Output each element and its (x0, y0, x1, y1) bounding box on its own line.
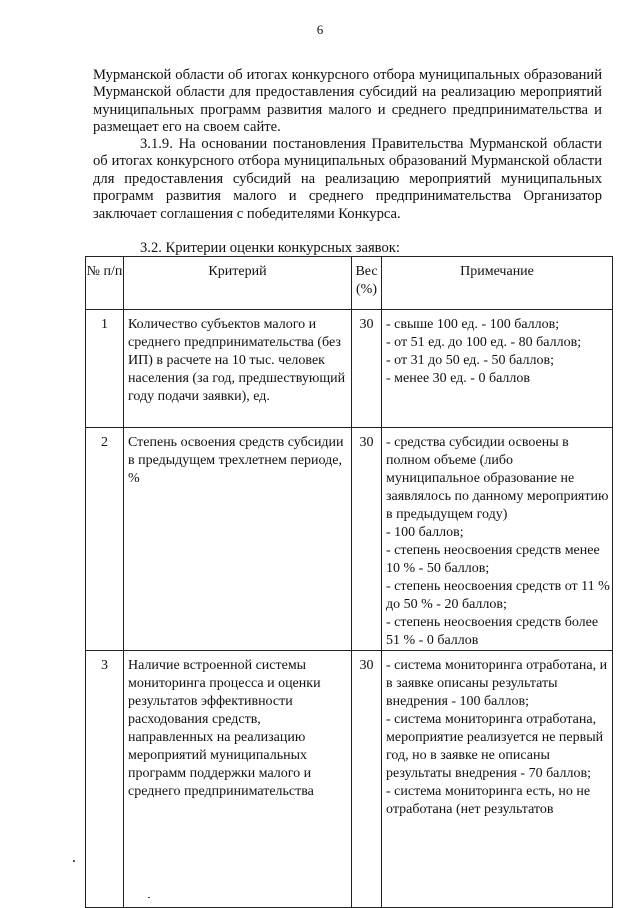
row-criterion: Степень освоения средств субсидии в предыдущем трехлетнем периоде, % (124, 428, 352, 651)
note-line: - система мониторинга отработана, и в заявке описаны результаты внедрения - 100 баллов; (386, 658, 608, 709)
row-num: 3 (86, 651, 124, 908)
row-weight: 30 (352, 310, 382, 428)
note-line: - система мониторинга отработана, мероприятие реализуется не первый год, но в заявке не описаны результаты внедрения - 70 баллов; (386, 712, 604, 781)
paragraph-2-text: 3.1.9. На основании постановления Правительства Мурманской области об итогах конкурсного отбора муниципальных образований Мурманской области для предоставления субсидий на реализацию мероприятий муниципальных программ развития малого и среднего предпринимательства Организатор заключает соглашения с победителями Конкурса. (93, 136, 602, 222)
scan-speck (73, 860, 75, 862)
header-criterion: Критерий (124, 257, 352, 310)
note-line: - менее 30 ед. - 0 баллов (386, 371, 531, 386)
row-note (382, 428, 613, 651)
table-row (86, 651, 613, 908)
paragraph-1 (93, 67, 602, 137)
note-line: - 100 баллов; (386, 525, 464, 540)
note-line: - от 51 ед. до 100 ед. - 80 баллов; (386, 335, 582, 350)
note-line: - степень неосвоения средств более 51 % - 0 баллов (386, 615, 599, 648)
row-num: 2 (86, 428, 124, 651)
paragraph-2 (93, 136, 602, 223)
table-row (86, 310, 613, 428)
note-line: - степень неосвоения средств менее 10 % - 50 баллов; (386, 543, 600, 576)
section-heading: 3.2. Критерии оценки конкурсных заявок: (140, 240, 400, 256)
page-number: 6 (316, 22, 324, 37)
row-note (382, 310, 613, 428)
note-line: - средства субсидии освоены в полном объеме (либо муниципальное образование не заявлялось по данному мероприятию в предыдущем году) (386, 435, 609, 522)
note-line: - от 31 до 50 ед. - 50 баллов; (386, 353, 554, 368)
table-row (86, 428, 613, 651)
table-header-row (86, 257, 613, 310)
row-note (382, 651, 613, 908)
note-line: - свыше 100 ед. - 100 баллов; (386, 317, 560, 332)
row-num: 1 (86, 310, 124, 428)
row-criterion: Количество субъектов малого и среднего предпринимательства (без ИП) в расчете на 10 тыс. человек населения (за год, предшествующий году подачи заявки), ед. (124, 310, 352, 428)
row-weight: 30 (352, 651, 382, 908)
note-line: - система мониторинга есть, но не отработана (нет результатов (386, 784, 591, 817)
note-line: - степень неосвоения средств от 11 % до 50 % - 20 баллов; (386, 579, 610, 612)
paragraph-1-text: Мурманской области об итогах конкурсного отбора муниципальных образований Мурманской области для предоставления субсидий на реализацию мероприятий муниципальных программ развития малого и среднего предпринимательства и размещает его на своем сайте. (93, 67, 602, 136)
row-weight: 30 (352, 428, 382, 651)
header-weight: Вес (%) (352, 257, 382, 310)
criteria-table (85, 256, 613, 908)
scan-speck (148, 897, 150, 898)
header-num: № п/п (86, 257, 124, 310)
row-criterion: Наличие встроенной системы мониторинга процесса и оценки результатов эффективности расходования средств, направленных на реализацию мероприятий муниципальных программ поддержки малого и среднего предпринимательства (124, 651, 352, 908)
header-note: Примечание (382, 257, 613, 310)
